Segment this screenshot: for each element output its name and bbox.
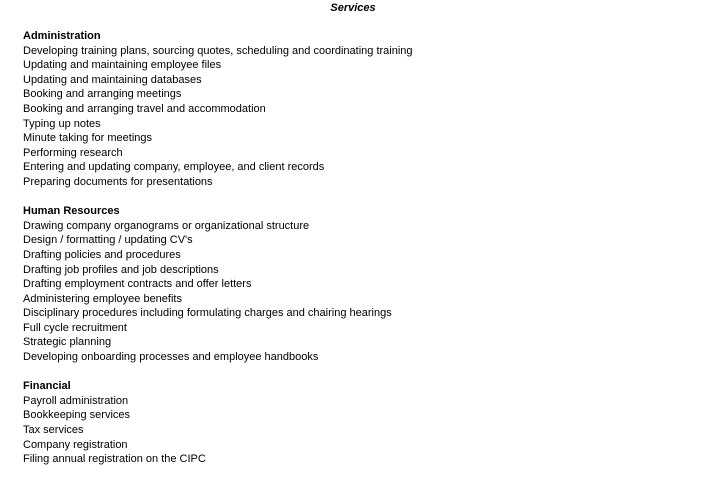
list-item: Updating and maintaining employee files — [23, 59, 222, 72]
list-item: Disciplinary procedures including formulating charges and chairing hearings — [23, 307, 392, 320]
list-item: Payroll administration — [23, 394, 129, 407]
section-administration — [23, 29, 703, 190]
section-heading: Administration — [23, 30, 101, 42]
list-item: Drafting employment contracts and offer letters — [23, 278, 252, 291]
list-item: Drawing company organograms or organizational structure — [23, 219, 310, 232]
list-item: Booking and arranging travel and accommodation — [23, 102, 266, 115]
list-item: Performing research — [23, 146, 123, 159]
list-item: Strategic planning — [23, 336, 112, 349]
service-list — [23, 219, 703, 365]
list-item: Drafting policies and procedures — [23, 248, 181, 261]
list-item: Company registration — [23, 438, 128, 451]
service-list — [23, 44, 703, 190]
section-heading: Human Resources — [23, 205, 120, 218]
list-item: Developing onboarding processes and employee handbooks — [23, 351, 319, 364]
list-item: Bookkeeping services — [23, 409, 131, 422]
list-item: Administering employee benefits — [23, 292, 182, 305]
list-item: Preparing documents for presentations — [23, 175, 213, 188]
section-heading: Financial — [23, 380, 71, 393]
list-item: Full cycle recruitment — [23, 321, 127, 334]
section-human-resources — [23, 204, 703, 365]
list-item: Design / formatting / updating CV's — [23, 234, 193, 247]
list-item: Updating and maintaining databases — [23, 73, 202, 86]
service-list — [23, 394, 703, 467]
section-financial — [23, 379, 703, 467]
list-item: Tax services — [23, 424, 84, 437]
list-item: Drafting job profiles and job descriptions — [23, 263, 219, 276]
list-item: Minute taking for meetings — [23, 132, 153, 145]
list-item: Entering and updating company, employee, and client records — [23, 161, 325, 174]
document-body — [23, 29, 703, 481]
list-item: Developing training plans, sourcing quotes, scheduling and coordinating training — [23, 44, 413, 57]
list-item: Filing annual registration on the CIPC — [23, 453, 206, 466]
list-item: Booking and arranging meetings — [23, 88, 182, 101]
page-title: Services — [330, 2, 376, 14]
list-item: Typing up notes — [23, 117, 101, 130]
